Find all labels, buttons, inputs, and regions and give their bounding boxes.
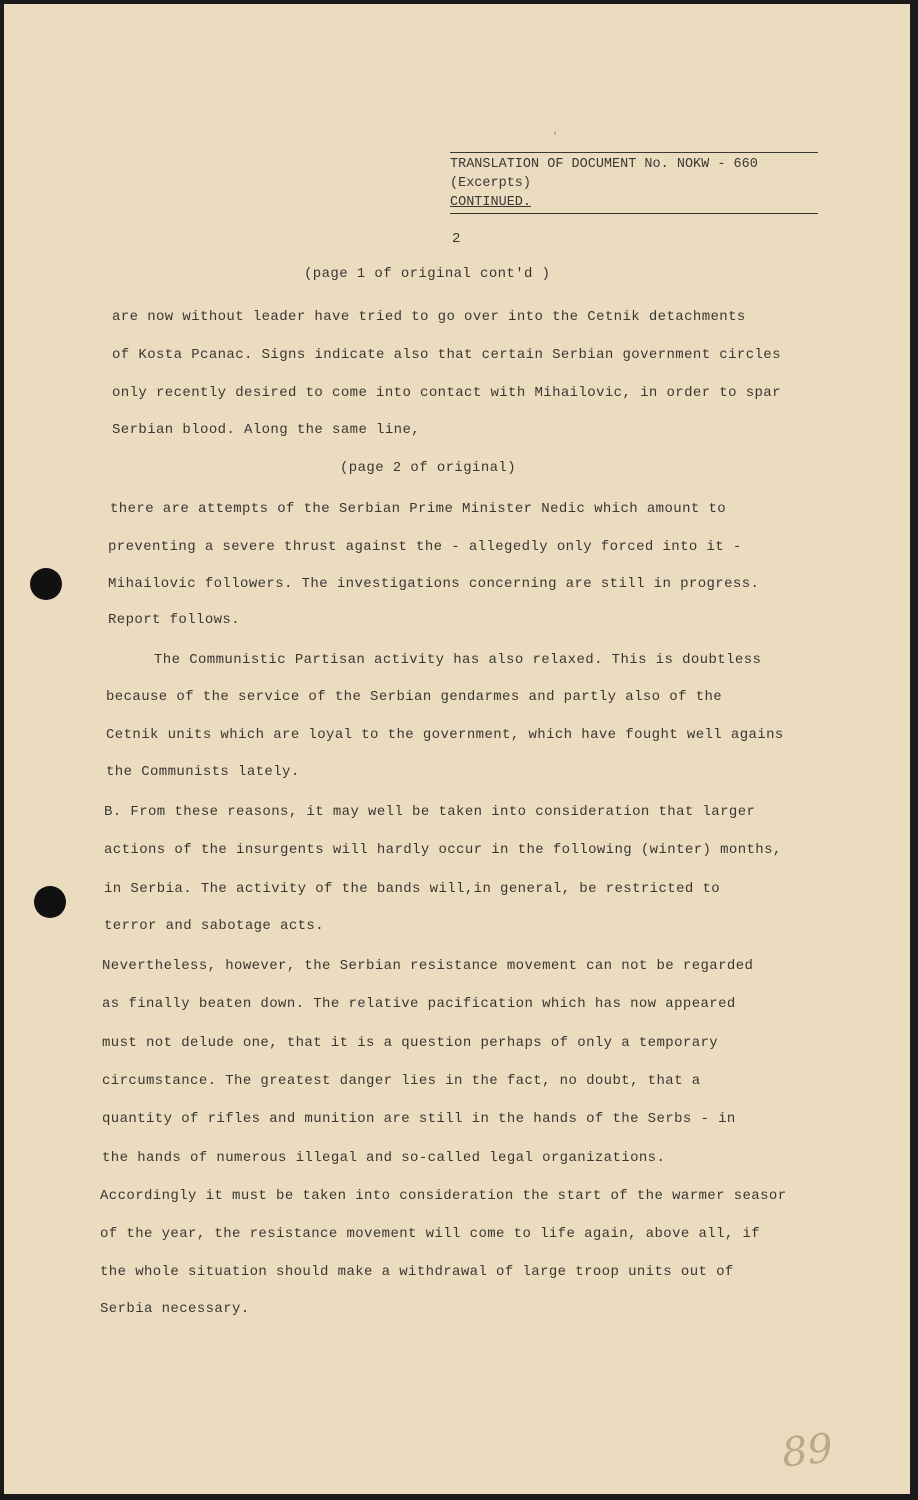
body-line: there are attempts of the Serbian Prime Minister Nedic which amount to (110, 501, 727, 517)
margin-mark: ' (552, 132, 559, 143)
punch-hole-upper (30, 568, 62, 600)
document-header (450, 152, 818, 214)
body-line: as finally beaten down. The relative pacification which has now appeared (102, 996, 736, 1012)
body-line: Nevertheless, however, the Serbian resistance movement can not be regarded (102, 958, 754, 974)
body-line: Report follows. (108, 612, 241, 628)
punch-hole-lower (34, 886, 66, 918)
header-continued: CONTINUED. (450, 195, 532, 210)
body-line: circumstance. The greatest danger lies in the fact, no doubt, that a (102, 1073, 701, 1089)
body-line: preventing a severe thrust against the - allegedly only forced into it - (108, 539, 742, 555)
body-line: in Serbia. The activity of the bands will,in general, be restricted to (104, 881, 721, 897)
body-line: Serbian blood. Along the same line, (112, 422, 421, 438)
body-line: Accordingly it must be taken into consideration the start of the warmer seasor (100, 1188, 787, 1204)
body-line: quantity of rifles and munition are still in the hands of the Serbs - in (102, 1111, 736, 1127)
body-line: of the year, the resistance movement will come to life again, above all, if (100, 1226, 761, 1242)
body-line: because of the service of the Serbian gendarmes and partly also of the (106, 689, 723, 705)
body-line: of Kosta Pcanac. Signs indicate also that certain Serbian government circles (112, 347, 781, 363)
document-page (4, 4, 910, 1494)
body-line: Mihailovic followers. The investigations concerning are still in progress. (108, 576, 760, 592)
body-line: the hands of numerous illegal and so-called legal organizations. (102, 1150, 666, 1166)
page-number: 2 (452, 231, 461, 247)
original-page-note-2: (page 2 of original) (340, 460, 517, 476)
body-line: must not delude one, that it is a question perhaps of only a temporary (102, 1035, 719, 1051)
header-title: TRANSLATION OF DOCUMENT No. NOKW - 660 (450, 157, 758, 172)
body-line: B. From these reasons, it may well be taken into consideration that larger (104, 804, 756, 820)
body-line: the whole situation should make a withdrawal of large troop units out of (100, 1264, 734, 1280)
body-line: The Communistic Partisan activity has also relaxed. This is doubtless (154, 652, 762, 668)
body-line: terror and sabotage acts. (104, 918, 325, 934)
header-excerpts: (Excerpts) (450, 176, 532, 191)
body-line: Serbia necessary. (100, 1301, 250, 1317)
body-line: only recently desired to come into contact with Mihailovic, in order to spar (112, 385, 781, 401)
body-line: are now without leader have tried to go over into the Cetnik detachments (112, 309, 746, 325)
body-line: the Communists lately. (106, 764, 300, 780)
folio-number: 89 (779, 1425, 836, 1477)
original-page-note-1: (page 1 of original cont'd ) (304, 266, 551, 282)
body-line: actions of the insurgents will hardly occur in the following (winter) months, (104, 842, 782, 858)
body-line: Cetnik units which are loyal to the government, which have fought well agains (106, 727, 784, 743)
